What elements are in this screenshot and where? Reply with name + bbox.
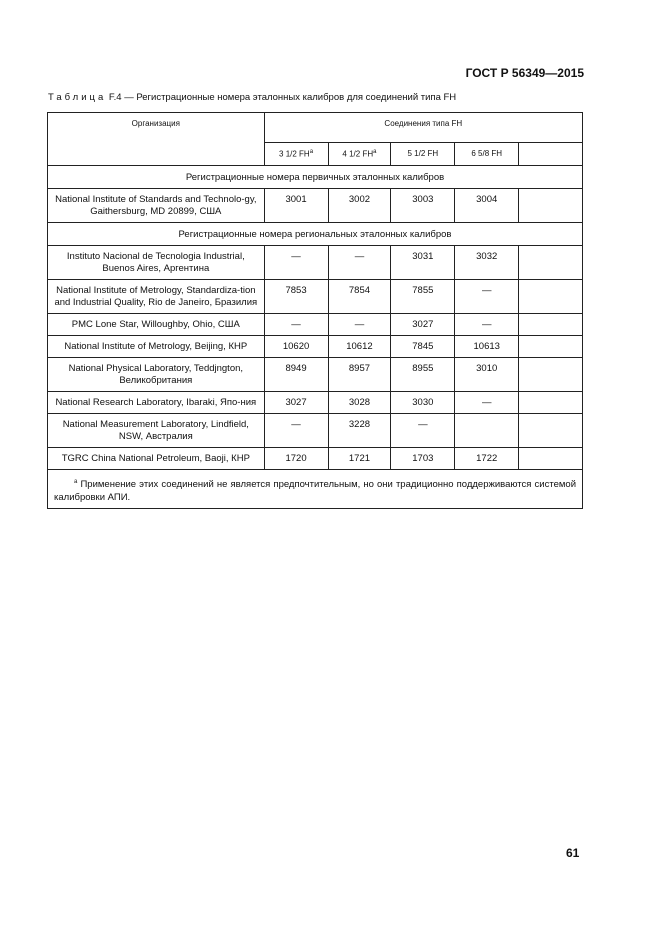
table-row xyxy=(48,414,583,448)
table-row xyxy=(48,189,583,223)
registration-number-cell: 3030 xyxy=(391,392,455,414)
registration-table xyxy=(47,112,583,509)
registration-number-cell: 1722 xyxy=(455,448,519,470)
connection-type-header xyxy=(519,142,583,165)
organization-cell: National Physical Laboratory, Teddjngton, Великобритания xyxy=(48,358,265,392)
section-title: Регистрационные номера региональных эталонных калибров xyxy=(48,223,583,246)
registration-number-cell: 1720 xyxy=(264,448,328,470)
organization-cell: National Institute of Standards and Technolo-gy, Gaithersburg, MD 20899, США xyxy=(48,189,265,223)
registration-number-cell xyxy=(519,392,583,414)
registration-number-cell: 7854 xyxy=(328,280,391,314)
registration-number-cell: 8949 xyxy=(264,358,328,392)
registration-number-cell xyxy=(519,358,583,392)
footnote-mark: a xyxy=(309,148,314,155)
registration-number-cell: — xyxy=(455,280,519,314)
registration-number-cell: — xyxy=(328,314,391,336)
registration-number-cell: — xyxy=(264,414,328,448)
registration-number-cell: 7855 xyxy=(391,280,455,314)
registration-number-cell: 1721 xyxy=(328,448,391,470)
registration-number-cell: 3027 xyxy=(391,314,455,336)
table-caption: F.4 — Регистрационные номера эталонных калибров для соединений типа FH xyxy=(108,92,457,103)
registration-number-cell: — xyxy=(264,246,328,280)
registration-number-cell: 10612 xyxy=(328,336,391,358)
registration-number-cell xyxy=(519,246,583,280)
connection-type-header xyxy=(328,142,391,165)
table-row xyxy=(48,392,583,414)
footnote-row xyxy=(48,470,583,509)
registration-number-cell: — xyxy=(455,314,519,336)
registration-number-cell: — xyxy=(264,314,328,336)
table-label: Таблица xyxy=(48,92,107,103)
organization-cell: TGRC China National Petroleum, Baoji, КНР xyxy=(48,448,265,470)
footnote-text: Применение этих соединений не является предпочтительным, но они традиционно поддерживаются системой калибровки АПИ. xyxy=(54,479,577,504)
table-row xyxy=(48,448,583,470)
registration-number-cell: 3001 xyxy=(264,189,328,223)
connection-type-label: 6 5/8 FH xyxy=(471,149,503,159)
connection-type-label: 5 1/2 FH xyxy=(407,149,439,159)
registration-number-cell: 8955 xyxy=(391,358,455,392)
connections-column-header: Соединения типа FH xyxy=(264,113,582,143)
registration-number-cell: 3027 xyxy=(264,392,328,414)
table-row xyxy=(48,314,583,336)
section-row xyxy=(48,166,583,189)
registration-number-cell: 3032 xyxy=(455,246,519,280)
footnote-mark: a xyxy=(74,479,78,485)
registration-number-cell: 10620 xyxy=(264,336,328,358)
organization-cell: National Institute of Metrology, Standardiza-tion and Industrial Quality, Rio de Janeiro, Бразилия xyxy=(48,280,265,314)
page-number: 61 xyxy=(566,846,580,860)
registration-number-cell: 3004 xyxy=(455,189,519,223)
section-title: Регистрационные номера первичных эталонных калибров xyxy=(48,166,583,189)
registration-number-cell: 8957 xyxy=(328,358,391,392)
connection-type-label: 4 1/2 FH xyxy=(342,149,374,159)
registration-number-cell: — xyxy=(455,392,519,414)
registration-number-cell xyxy=(519,336,583,358)
organization-cell: National Institute of Metrology, Beijing, КНР xyxy=(48,336,265,358)
registration-number-cell: — xyxy=(391,414,455,448)
registration-number-cell: 1703 xyxy=(391,448,455,470)
document-code: ГОСТ Р 56349—2015 xyxy=(465,66,584,80)
registration-number-cell: 7845 xyxy=(391,336,455,358)
registration-number-cell xyxy=(455,414,519,448)
organization-cell: National Research Laboratory, Ibaraki, Япо-ния xyxy=(48,392,265,414)
registration-number-cell: — xyxy=(328,246,391,280)
registration-number-cell: 10613 xyxy=(455,336,519,358)
table-row xyxy=(48,280,583,314)
table-title xyxy=(48,92,456,103)
table-row xyxy=(48,358,583,392)
organization-cell: National Measurement Laboratory, Lindfield, NSW, Австралия xyxy=(48,414,265,448)
footnote-mark: a xyxy=(373,148,377,155)
registration-number-cell: 7853 xyxy=(264,280,328,314)
registration-number-cell: 3228 xyxy=(328,414,391,448)
registration-number-cell: 3031 xyxy=(391,246,455,280)
registration-number-cell xyxy=(519,448,583,470)
organization-cell: PMC Lone Star, Willoughby, Ohio, США xyxy=(48,314,265,336)
org-column-header: Организация xyxy=(48,113,265,166)
connection-type-header xyxy=(391,142,455,165)
connection-type-label: 3 1/2 FH xyxy=(279,149,310,159)
registration-number-cell xyxy=(519,189,583,223)
registration-number-cell: 3003 xyxy=(391,189,455,223)
connection-type-header xyxy=(264,142,328,165)
table-row xyxy=(48,336,583,358)
registration-number-cell: 3010 xyxy=(455,358,519,392)
organization-cell: Instituto Nacional de Tecnologia Industrial, Buenos Aires, Аргентина xyxy=(48,246,265,280)
connection-type-header xyxy=(455,142,519,165)
header-row xyxy=(48,113,583,143)
footnote xyxy=(48,470,583,509)
registration-number-cell xyxy=(519,414,583,448)
registration-number-cell: 3028 xyxy=(328,392,391,414)
registration-number-cell xyxy=(519,280,583,314)
section-row xyxy=(48,223,583,246)
registration-number-cell: 3002 xyxy=(328,189,391,223)
table-row xyxy=(48,246,583,280)
registration-number-cell xyxy=(519,314,583,336)
